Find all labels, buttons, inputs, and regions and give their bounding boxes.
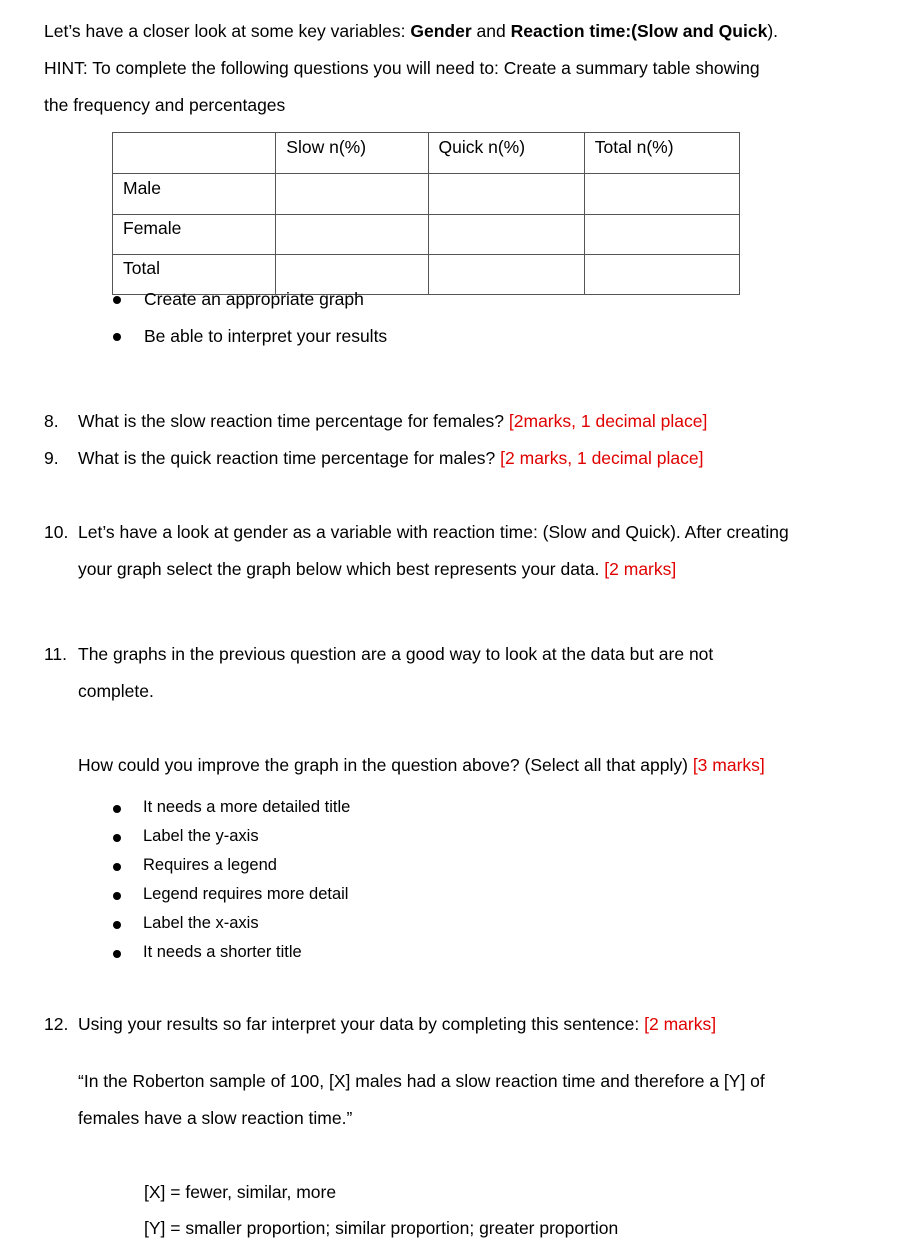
bullet-icon — [113, 805, 121, 813]
table-cell[interactable] — [276, 215, 428, 255]
table-header-cell: Total n(%) — [584, 133, 739, 174]
question-12-x-options: [X] = fewer, similar, more — [144, 1182, 337, 1202]
table-cell[interactable] — [276, 174, 428, 215]
question-11-number: 11. — [44, 644, 68, 664]
question-10-line-1: Let’s have a look at gender as a variable with reaction time: (Slow and Quick). After creating — [78, 522, 789, 542]
question-10-number: 10. — [44, 522, 69, 542]
question-12-y-options: [Y] = smaller proportion; similar proportion; greater proportion — [144, 1218, 619, 1238]
question-10-marks: [2 marks] — [604, 559, 677, 579]
table-cell[interactable] — [428, 255, 584, 295]
option-item[interactable]: Requires a legend — [143, 856, 277, 874]
intro-line — [44, 21, 778, 42]
option-item[interactable]: Legend requires more detail — [143, 885, 349, 903]
bullet-icon — [113, 892, 121, 900]
question-11-line-2: complete. — [78, 681, 154, 701]
table-header-cell — [113, 133, 276, 174]
question-8-number: 8. — [44, 411, 59, 431]
bullet-icon — [113, 863, 121, 871]
intro-text-end: ). — [767, 21, 779, 41]
question-12 — [78, 1014, 716, 1035]
question-11-line-1: The graphs in the previous question are a good way to look at the data but are not — [78, 644, 714, 664]
table-cell[interactable] — [584, 215, 739, 255]
question-8-text: What is the slow reaction time percentage for females? — [78, 411, 509, 431]
bullet-icon — [113, 834, 121, 842]
bullet-icon — [113, 333, 121, 341]
question-12-marks: [2 marks] — [644, 1014, 717, 1034]
bullet-icon — [113, 296, 121, 304]
intro-gender: Gender — [410, 21, 472, 41]
table-cell: Total — [113, 255, 276, 295]
question-10-line-2 — [78, 559, 676, 580]
table-cell: Male — [113, 174, 276, 215]
option-item[interactable]: It needs a more detailed title — [143, 798, 351, 816]
table-row — [113, 174, 740, 215]
hint-bullet-item: Be able to interpret your results — [144, 326, 388, 346]
table-row — [113, 215, 740, 255]
intro-text-and: and — [471, 21, 511, 41]
table-cell[interactable] — [584, 174, 739, 215]
hint-line-1: HINT: To complete the following questions you will need to: Create a summary table showing — [44, 58, 760, 78]
intro-text: Let’s have a closer look at some key variables: — [44, 21, 411, 41]
option-item[interactable]: It needs a shorter title — [143, 943, 302, 961]
question-12-quote-line-1: “In the Roberton sample of 100, [X] males had a slow reaction time and therefore a [Y] of — [78, 1071, 765, 1091]
question-10-text: your graph select the graph below which best represents your data. — [78, 559, 605, 579]
question-12-text: Using your results so far interpret your data by completing this sentence: — [78, 1014, 645, 1034]
intro-reaction-time: Reaction time:(Slow and Quick — [510, 21, 768, 41]
table-header-row — [113, 133, 740, 174]
question-9 — [78, 448, 703, 469]
table-cell[interactable] — [428, 215, 584, 255]
question-8-marks: [2marks, 1 decimal place] — [508, 411, 708, 431]
table-header-cell: Slow n(%) — [276, 133, 428, 174]
bullet-icon — [113, 921, 121, 929]
question-11-prompt — [78, 755, 765, 776]
hint-bullet-item: Create an appropriate graph — [144, 289, 364, 309]
table-cell: Female — [113, 215, 276, 255]
question-12-number: 12. — [44, 1014, 69, 1034]
hint-line-2: the frequency and percentages — [44, 95, 286, 115]
question-9-text: What is the quick reaction time percentage for males? — [78, 448, 501, 468]
question-9-number: 9. — [44, 448, 59, 468]
summary-table — [112, 132, 740, 295]
table-cell[interactable] — [584, 255, 739, 295]
table-header-cell: Quick n(%) — [428, 133, 584, 174]
option-item[interactable]: Label the x-axis — [143, 914, 259, 932]
table-cell[interactable] — [428, 174, 584, 215]
question-12-quote-line-2: females have a slow reaction time.” — [78, 1108, 353, 1128]
option-item[interactable]: Label the y-axis — [143, 827, 259, 845]
question-11-marks: [3 marks] — [692, 755, 765, 775]
question-11-prompt-text: How could you improve the graph in the question above? (Select all that apply) — [78, 755, 693, 775]
bullet-icon — [113, 950, 121, 958]
question-9-marks: [2 marks, 1 decimal place] — [500, 448, 704, 468]
question-8 — [78, 411, 707, 432]
